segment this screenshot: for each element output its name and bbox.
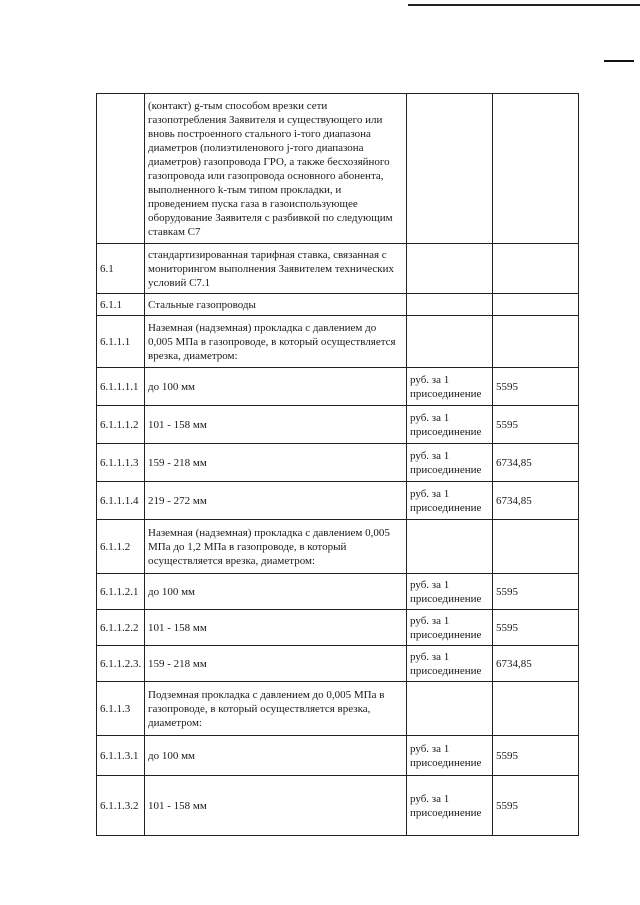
row-code: 6.1.1.1 bbox=[97, 316, 145, 368]
row-description: 159 - 218 мм bbox=[145, 646, 407, 682]
table-row bbox=[97, 776, 579, 836]
row-value bbox=[493, 94, 579, 244]
row-unit bbox=[407, 520, 493, 574]
row-value bbox=[493, 244, 579, 294]
row-description: до 100 мм bbox=[145, 368, 407, 406]
table-row bbox=[97, 646, 579, 682]
row-description: Наземная (надземная) прокладка с давлением 0,005 МПа до 1,2 МПа в газопроводе, в который осуществляется врезка, диаметром: bbox=[145, 520, 407, 574]
row-unit: руб. за 1 присоединение bbox=[407, 406, 493, 444]
row-description: Подземная прокладка с давлением до 0,005 МПа в газопроводе, в который осуществляется врезка, диаметром: bbox=[145, 682, 407, 736]
row-value: 5595 bbox=[493, 610, 579, 646]
row-description: (контакт) g-тым способом врезки сети газопотребления Заявителя и существующего или вновь построенного стального i-того диапазона диаметров (полиэтиленового j-того диапазона диаметров) газопровода ГРО, а также бесхозяйного газопровода или газопровода основного абонента, выполненного k-тым типом прокладки, и проведением пуска газа в газоиспользующее оборудование Заявителя с разбивкой по следующим ставкам С7 bbox=[145, 94, 407, 244]
row-unit bbox=[407, 94, 493, 244]
row-code: 6.1.1.2.1 bbox=[97, 574, 145, 610]
row-code: 6.1.1.1.1 bbox=[97, 368, 145, 406]
row-code: 6.1.1.1.4 bbox=[97, 482, 145, 520]
row-unit: руб. за 1 присоединение bbox=[407, 482, 493, 520]
table-row bbox=[97, 482, 579, 520]
row-code: 6.1.1.2.2 bbox=[97, 610, 145, 646]
row-value: 5595 bbox=[493, 736, 579, 776]
row-code: 6.1.1.3.1 bbox=[97, 736, 145, 776]
table-row bbox=[97, 406, 579, 444]
row-description: 101 - 158 мм bbox=[145, 776, 407, 836]
row-description: Наземная (надземная) прокладка с давлением до 0,005 МПа в газопроводе, в который осуществляется врезка, диаметром: bbox=[145, 316, 407, 368]
table-row bbox=[97, 520, 579, 574]
table-row bbox=[97, 574, 579, 610]
row-unit bbox=[407, 682, 493, 736]
row-description: 219 - 272 мм bbox=[145, 482, 407, 520]
row-value bbox=[493, 682, 579, 736]
table-row bbox=[97, 444, 579, 482]
row-description: 159 - 218 мм bbox=[145, 444, 407, 482]
row-value: 5595 bbox=[493, 776, 579, 836]
row-value: 6734,85 bbox=[493, 444, 579, 482]
row-description: до 100 мм bbox=[145, 574, 407, 610]
row-value bbox=[493, 316, 579, 368]
row-unit: руб. за 1 присоединение bbox=[407, 574, 493, 610]
row-value: 5595 bbox=[493, 574, 579, 610]
table-row bbox=[97, 682, 579, 736]
table-row bbox=[97, 294, 579, 316]
row-unit bbox=[407, 294, 493, 316]
row-code: 6.1 bbox=[97, 244, 145, 294]
row-unit: руб. за 1 присоединение bbox=[407, 610, 493, 646]
row-unit: руб. за 1 присоединение bbox=[407, 776, 493, 836]
row-code bbox=[97, 94, 145, 244]
row-code: 6.1.1.1.2 bbox=[97, 406, 145, 444]
row-value bbox=[493, 294, 579, 316]
row-value: 6734,85 bbox=[493, 482, 579, 520]
row-code: 6.1.1 bbox=[97, 294, 145, 316]
tariff-table bbox=[96, 93, 579, 836]
row-value: 5595 bbox=[493, 368, 579, 406]
scan-mark bbox=[604, 60, 634, 62]
row-code: 6.1.1.2 bbox=[97, 520, 145, 574]
row-code: 6.1.1.3 bbox=[97, 682, 145, 736]
row-unit bbox=[407, 316, 493, 368]
row-description: 101 - 158 мм bbox=[145, 610, 407, 646]
row-unit: руб. за 1 присоединение bbox=[407, 368, 493, 406]
row-description: 101 - 158 мм bbox=[145, 406, 407, 444]
row-value: 5595 bbox=[493, 406, 579, 444]
table-row bbox=[97, 244, 579, 294]
row-code: 6.1.1.3.2 bbox=[97, 776, 145, 836]
row-value: 6734,85 bbox=[493, 646, 579, 682]
row-unit: руб. за 1 присоединение bbox=[407, 736, 493, 776]
row-unit bbox=[407, 244, 493, 294]
scan-edge-line bbox=[408, 4, 640, 6]
row-description: стандартизированная тарифная ставка, связанная с мониторингом выполнения Заявителем технических условий С7.1 bbox=[145, 244, 407, 294]
table-row bbox=[97, 736, 579, 776]
row-code: 6.1.1.2.3. bbox=[97, 646, 145, 682]
row-description: Стальные газопроводы bbox=[145, 294, 407, 316]
row-unit: руб. за 1 присоединение bbox=[407, 444, 493, 482]
row-description: до 100 мм bbox=[145, 736, 407, 776]
table-row bbox=[97, 316, 579, 368]
row-value bbox=[493, 520, 579, 574]
table-row bbox=[97, 610, 579, 646]
table-row bbox=[97, 94, 579, 244]
row-code: 6.1.1.1.3 bbox=[97, 444, 145, 482]
row-unit: руб. за 1 присоединение bbox=[407, 646, 493, 682]
table-row bbox=[97, 368, 579, 406]
